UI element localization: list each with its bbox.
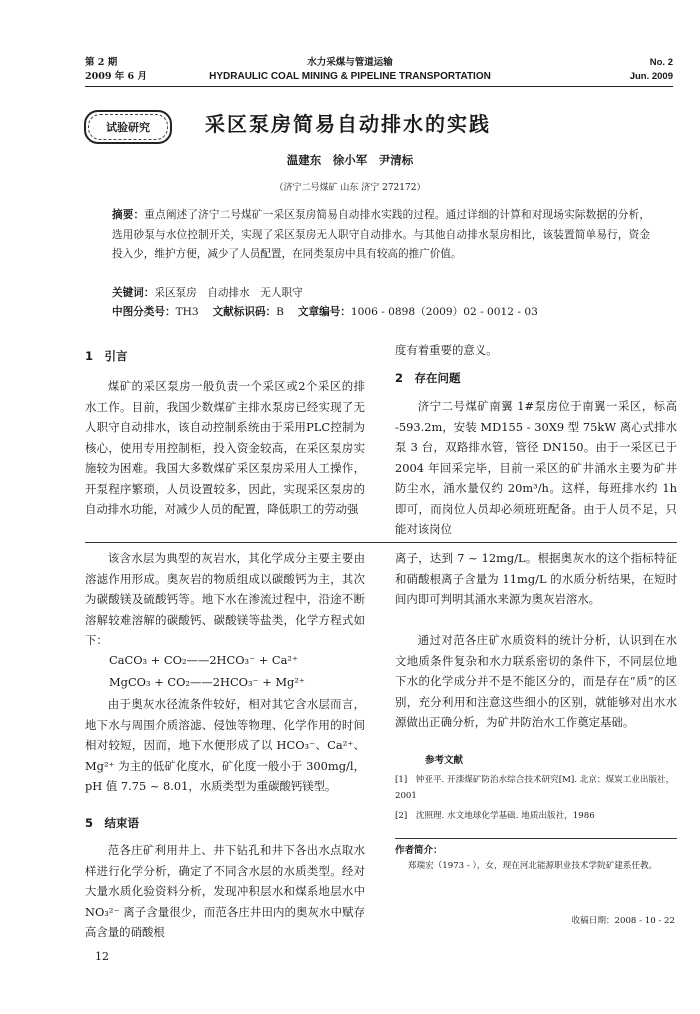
header-rule [85,86,673,87]
section-1-continuation: 度有着重要的意义。 [395,343,498,357]
journal-title-en: HYDRAULIC COAL MINING & PIPELINE TRANSPORTATION [209,71,491,82]
keywords-label: 关键词： [112,287,155,299]
article-number-value: 1006 - 0898（2009）02 - 0012 - 03 [350,306,538,318]
section-divider [85,542,677,543]
reference-list [395,772,677,824]
article-title: 采区泵房简易自动排水的实践 [205,112,491,136]
clc-label: 中图分类号： [112,306,176,318]
abstract [112,206,650,265]
hydrochemistry-paragraph: 该含水层为典型的灰岩水，其化学成分主要主要由溶滤作用形成。奥灰岩的物质组成以碳酸钙为主，其次为碳酸镁及硫酸钙等。地下水在渗流过程中，沿途不断溶解较难溶解的碳酸钙、碳酸镁等盐类，化学方程式如下： [85,551,365,647]
conclusion-paragraph: 通过对范各庄矿水质资料的统计分析，认识到在水文地质条件复杂和水力联系密切的条件下，不同层位地下水的化学成分并不是不能区分的，而是存在“质”的区别，充分利用和注意这些细小的区别，就能够对出水水源做出正确分析，为矿井防治水工作奠定基础。 [395,633,677,729]
section-5-paragraph: 范各庄矿利用井上、井下钻孔和井下各出水点取水样进行化学分析，确定了不同含水层的水质类型。经对大量水质化验资料分析，发现冲积层水和煤系地层水中 NO₃²⁻ 离子含量很少，而范各庄井田内的奥灰水中赋存高含量的硝酸根 [85,843,365,939]
section-2-title: 2 存在问题 [395,371,461,385]
section-1-paragraph: 煤矿的采区泵房一般负责一个采区或2个采区的排水工作。目前，我国少数煤矿主排水泵房已经实现了无人职守自动排水，该自动控制系统由于采用PLC控制为核心，使用专用控制柜，投入资金较高，在采区泵房实施较为困难。我国大多数煤矿采区泵房采用人工操作，开泵程序繁琐，人员设置较多，因此，实现采区泵房的自动排水功能，对减少人员的配置，降低职工的劳动强 [85,379,365,516]
journal-title-cn: 水力采煤与管道运输 [307,57,393,68]
author-intro-label: 作者简介： [395,845,443,856]
section-5-title: 5 结束语 [85,816,140,830]
article-number-label: 文章编号： [297,306,351,318]
date-en: Jun. 2009 [629,71,673,82]
keywords [112,285,303,300]
equation-2: MgCO₃ + CO₂——2HCO₃⁻ + Mg²⁺ [109,675,305,689]
doc-code-value: B [276,306,284,318]
doc-code-label: 文献标识码： [212,306,277,318]
date-cn: 2009 年 6 月 [85,71,147,82]
references-title: 参考文献 [425,755,464,766]
clc-value: TH3 [175,306,199,318]
author-note-rule [395,838,677,839]
reference-item: [1] 钟亚平. 开滦煤矿防治水综合技术研究[M]. 北京：煤炭工业出版社，2001 [395,775,675,801]
section-1-title: 1 引言 [85,349,128,363]
reference-item: [2] 沈照理. 水文地球化学基础. 地质出版社，1986 [395,811,595,821]
affiliation: （济宁二号煤矿 山东 济宁 272172） [274,183,426,193]
section-2-paragraph: 济宁二号煤矿南翼 1#泵房位于南翼一采区，标高 -593.2m，安装 MD155 - 30X9 型 75kW 离心式排水泵 3 台，双路排水管，管径 DN150。由于一采区已于 2004 年回采完毕，目前一采区的矿井涌水主要为矿井防尘水，涌水量仅约 20m³/h。这样，每班排水约 1h 即可，而岗位人员却必须班班配备。由于人员不足，只能对该岗位 [395,399,677,536]
nitrate-paragraph: 离子，达到 7 ~ 12mg/L。根据奥灰水的这个指标特征和硝酸根离子含量为 11mg/L 的水质分析结果，在短时间内即可判明其涌水来源为奥灰岩溶水。 [395,551,677,606]
classification-line [112,304,538,319]
section-stamp-label: 试验研究 [106,121,150,134]
author-intro-text: 郑瑞宏（1973 - ），女，现在河北能源职业技术学院矿建系任教。 [407,861,658,871]
abstract-label: 摘要： [112,209,145,221]
water-type-paragraph: 由于奥灰水径流条件较好，相对其它含水层而言，地下水与周围介质溶滤、侵蚀等物理、化学作用的时间相对较短，因而，地下水便形成了以 HCO₃⁻、Ca²⁺、Mg²⁺ 为主的低矿化度水，矿化度一般小于 300mg/l，pH 值 7.75 ~ 8.01，水质类型为重碳酸钙镁型。 [85,697,365,793]
page-number: 12 [95,950,109,963]
section-stamp [84,110,172,144]
authors: 温建东 徐小军 尹清标 [286,153,414,167]
abstract-text: 重点阐述了济宁二号煤矿一采区泵房简易自动排水实践的过程。通过详细的计算和对现场实际数据的分析，选用砂泵与水位控制开关，实现了采区泵房无人职守自动排水。与其他自动排水泵房相比，该装置简单易行，资金投入少，维护方便，减少了人员配置，在同类泵房中具有较高的推广价值。 [112,209,651,260]
equation-1: CaCO₃ + CO₂——2HCO₃⁻ + Ca²⁺ [109,653,298,667]
received-date: 收稿日期：2008 - 10 - 22 [571,916,675,926]
issue-cn: 第 2 期 [85,57,118,68]
keywords-text: 采区泵房 自动排水 无人职守 [154,287,303,299]
issue-en: No. 2 [649,57,673,68]
